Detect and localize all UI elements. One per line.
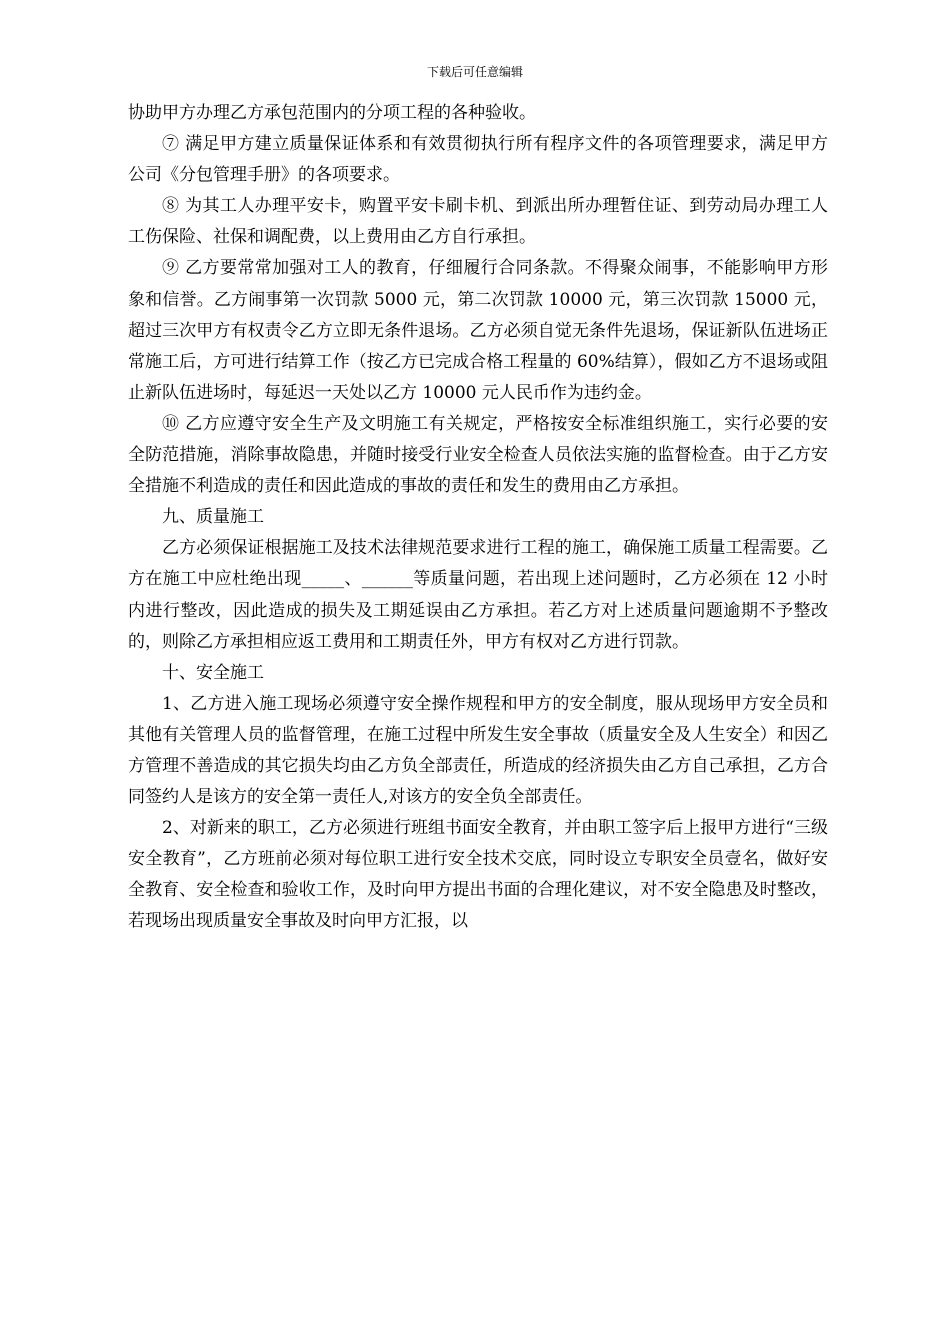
paragraph-item-8: ⑧ 为其工人办理平安卡，购置平安卡刷卡机、到派出所办理暂住证、到劳动局办理工人工伤保险、社保和调配费，以上费用由乙方自行承担。 bbox=[128, 196, 828, 248]
section-heading-quality: 九、质量施工 bbox=[162, 507, 264, 528]
paragraph-safety-1: 1、乙方进入施工现场必须遵守安全操作规程和甲方的安全制度，服从现场甲方安全员和其他有关管理人员的监督管理，在施工过程中所发生安全事故（质量安全及人生安全）和因乙方管理不善造成的其它损失均由乙方负全部责任，所造成的经济损失由乙方自己承担，乙方合同签约人是该方的安全第一责任人,对该方的安全负全部责任。 bbox=[128, 693, 828, 808]
section-heading-safety: 十、安全施工 bbox=[162, 662, 264, 683]
document-body bbox=[128, 98, 828, 938]
paragraph-item-9: ⑨ 乙方要常常加强对工人的教育，仔细履行合同条款。不得聚众闹事，不能影响甲方形象和信誉。乙方闹事第一次罚款 5000 元，第二次罚款 10000 元，第三次罚款 15000 元，超过三次甲方有权责令乙方立即无条件退场。乙方必须自觉无条件先退场，保证新队伍进场正常施工后，方可进行结算工作（按乙方已完成合格工程量的 60%结算），假如乙方不退场或阻止新队伍进场时，每延迟一天处以乙方 10000 元人民币作为违约金。 bbox=[128, 258, 828, 403]
paragraph-safety-2: 2、对新来的职工，乙方必须进行班组书面安全教育，并由职工签字后上报甲方进行“三级安全教育”，乙方班前必须对每位职工进行安全技术交底，同时设立专职安全员壹名，做好安全教育、安全检查和验收工作，及时向甲方提出书面的合理化建议，对不安全隐患及时整改，若现场出现质量安全事故及时向甲方汇报，以 bbox=[128, 818, 828, 932]
paragraph-continuation: 协助甲方办理乙方承包范围内的分项工程的各种验收。 bbox=[128, 103, 536, 123]
paragraph-item-7: ⑦ 满足甲方建立质量保证体系和有效贯彻执行所有程序文件的各项管理要求，满足甲方公司《分包管理手册》的各项要求。 bbox=[128, 134, 828, 186]
paragraph-quality: 乙方必须保证根据施工及技术法律规范要求进行工程的施工，确保施工质量工程需要。乙方在施工中应杜绝出现_____、______等质量问题，若出现上述问题时，乙方必须在 12 小时内进行整改，因此造成的损失及工期延误由乙方承担。若乙方对上述质量问题逾期不予整改的，则除乙方承担相应返工费用和工期责任外，甲方有权对乙方进行罚款。 bbox=[128, 538, 828, 652]
paragraph-item-10: ⑩ 乙方应遵守安全生产及文明施工有关规定，严格按安全标准组织施工，实行必要的安全防范措施，消除事故隐患，并随时接受行业安全检查人员依法实施的监督检查。由于乙方安全措施不利造成的责任和因此造成的事故的责任和发生的费用由乙方承担。 bbox=[128, 413, 828, 497]
page-header: 下载后可任意编辑 bbox=[426, 65, 523, 79]
